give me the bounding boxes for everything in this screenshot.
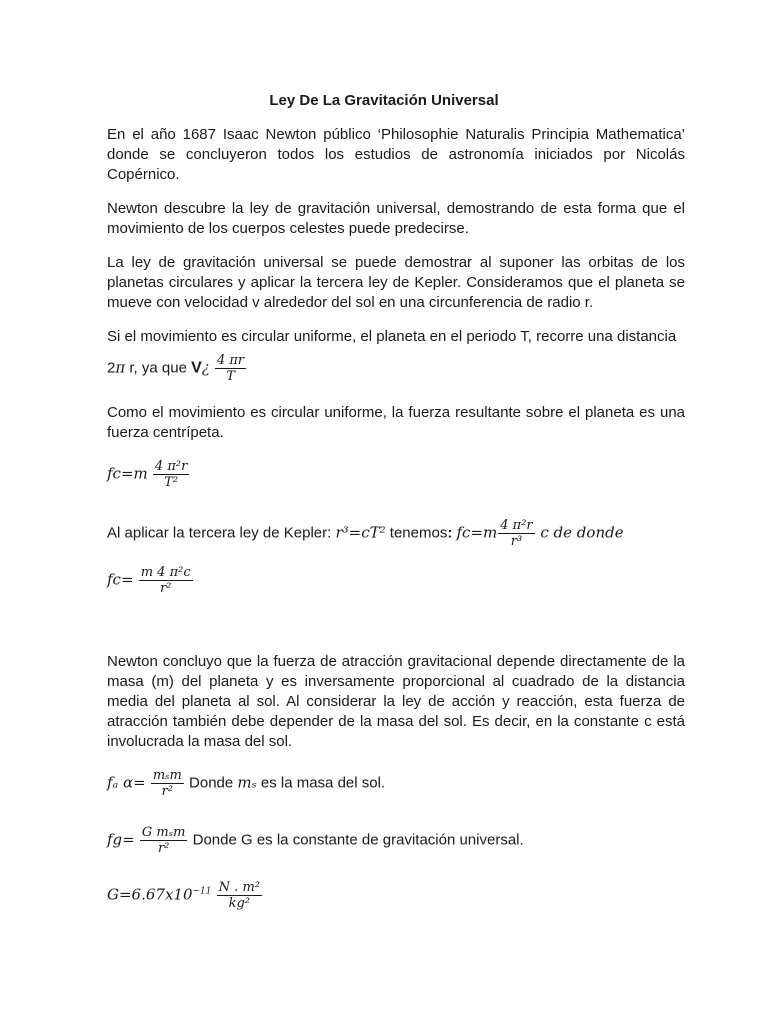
g-exponent: −11 (192, 886, 212, 897)
page-title: Ley De La Gravitación Universal (269, 92, 499, 109)
paragraph-demonstration: La ley de gravitación universal se puede demostrar al suponer las orbitas de los planetas circulares y aplicar la tercera ley de Kepler. Consideramos que el planeta se mueve con velocidad v alrededor del sol en una circunferencia de radio r. (107, 254, 685, 311)
velocity-line (107, 353, 247, 384)
kepler-fc-fraction (498, 518, 534, 549)
fa-fraction (151, 768, 184, 799)
de-donde-text: c de donde (535, 523, 624, 542)
pi-symbol: π (115, 358, 126, 377)
kepler-fc-denominator: r³ (510, 534, 523, 549)
fc2-numerator: m 4 π²c (140, 565, 191, 580)
colon: : (447, 524, 453, 542)
g-lhs: G=6.67x10 (107, 885, 193, 904)
fc2-lhs: fc= (107, 570, 134, 589)
formula-proportional (107, 768, 385, 799)
paragraph-centripetal: Como el movimiento es circular uniforme, la fuerza resultante sobre el planeta es una fuerza centrípeta. (107, 404, 685, 441)
distance-text: r, ya que (125, 359, 192, 377)
formula-centripetal-2 (107, 565, 194, 596)
fg-fraction (140, 825, 188, 856)
kepler-text: Al aplicar la tercera ley de Kepler: (107, 524, 336, 542)
velocity-denominator: T (226, 369, 235, 384)
kepler-equation: r³=cT² (335, 523, 386, 542)
fc-numerator: 4 π²r (154, 459, 188, 474)
kepler-line (107, 518, 624, 549)
paragraph-intro: En el año 1687 Isaac Newton público ‘Philosophie Naturalis Principia Mathematica’ donde se concluyeron todos los estudios de astronomía iniciados por Nicolás Copérnico. (107, 126, 685, 183)
fa-denominator: r² (161, 784, 174, 799)
kepler-fc-numerator: 4 π²r (500, 518, 533, 533)
fg-lhs: fg= (107, 830, 135, 849)
fc-lhs: fc=m (107, 464, 148, 483)
paragraph-circular-motion: Si el movimiento es circular uniforme, el planeta en el periodo T, recorre una distancia (107, 328, 677, 345)
formula-gravitational (107, 825, 524, 856)
velocity-fraction (215, 353, 246, 384)
fg-numerator: G mₛm (141, 825, 186, 840)
ms-symbol: mₛ (237, 773, 257, 792)
fg-denominator: r² (157, 841, 170, 856)
fc2-fraction (139, 565, 193, 596)
fc-fraction (153, 459, 189, 490)
distance-prefix: 2 (107, 359, 116, 377)
fa-lhs: fₐ α= (107, 773, 146, 792)
fc2-denominator: r² (159, 581, 172, 596)
masa-sol-text: es la masa del sol. (256, 774, 386, 792)
paragraph-newton-conclusion: Newton concluyo que la fuerza de atracción gravitacional depende directamente de la masa (m) del planeta y es inversamente proporcional al cuadrado de la distancia media del planeta al sol. Al considerar la ley de acción y reacción, esta fuerza de atracción también debe depender de la masa del sol. Es decir, en la constante c está involucrada la masa del sol. (107, 653, 685, 750)
fa-numerator: mₛm (152, 768, 182, 783)
fc-denominator: T² (164, 475, 179, 490)
kepler-fc-lhs: fc=m (456, 523, 498, 542)
g-numerator: N . m² (218, 880, 260, 895)
donde-ms-text: Donde (184, 774, 238, 792)
g-denominator: kg² (228, 896, 251, 911)
glitch-symbol: ¿ (201, 358, 210, 377)
g-fraction (217, 880, 262, 911)
formula-g-constant (107, 880, 263, 911)
velocity-symbol: V (191, 359, 202, 377)
paragraph-discovery: Newton descubre la ley de gravitación universal, demostrando de esta forma que el movimiento de los cuerpos celestes puede predecirse. (107, 200, 685, 237)
donde-g-text: Donde G es la constante de gravitación universal. (188, 831, 524, 849)
velocity-numerator: 4 πr (216, 353, 245, 368)
formula-centripetal (107, 459, 190, 490)
tenemos-text: tenemos (385, 524, 448, 542)
